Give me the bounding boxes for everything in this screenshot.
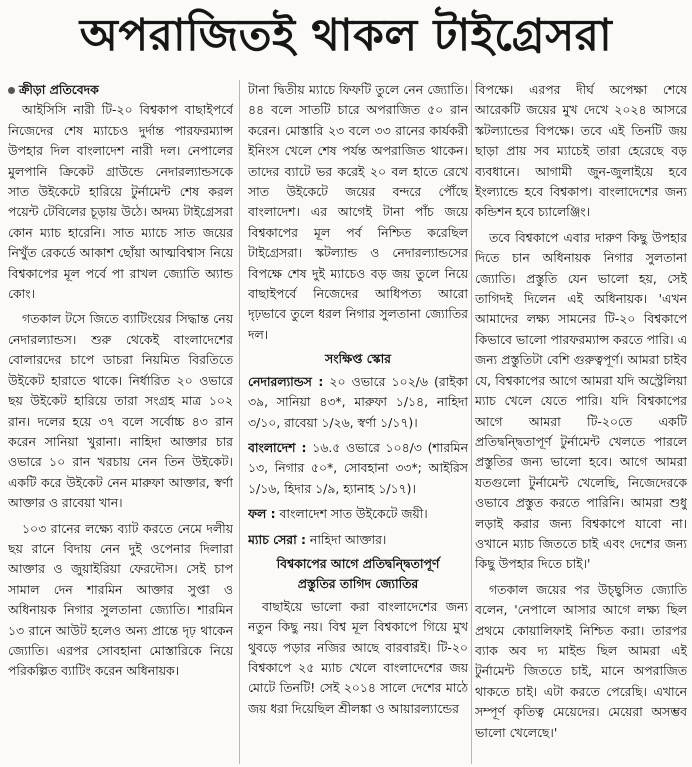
- article-column-3: [475, 80, 687, 764]
- result-value: বাংলাদেশ সাত উইকেটে জয়ী।: [279, 506, 428, 522]
- paragraph: গতকাল টসে জিতে ব্যাটিংয়ের সিদ্ধান্ত নেয় নেদারল্যান্ডস। শুরু থেকেই বাংলাদেশের বোলারদের চাপে ডাচরা নিয়মিত বিরতিতে উইকেট হারাতে থাকে। নির্ধারিত ২০ ওভারে ছয় উইকেট হারিয়ে তারা সংগ্রহ মাত্র ১০২ রান। দলের হয়ে ৩৭ বলে সর্বোচ্চ ৪৩ রান করেন সানিয়া খুরানা। নাহিদা আক্তার চার ওভারে ১০ রান খরচায় নেন তিন উইকেট। একটি করে উইকেট নেন মারুফা আক্তার, স্বর্ণা আক্তার ও রাবেয়া খান।: [8, 311, 233, 511]
- score-value: ২০ ওভারে ১০২/৬ (রাইকা ৩৯, সানিয়া ৪৩*, মারুফা ১/১৪, নাহিদা ৩/১০, রাবেয়া ১/২৬, স্বর্ণা ১/১৭)।: [248, 373, 468, 430]
- pom-value: নাহিদা আক্তার।: [309, 531, 387, 547]
- article-column-1: [8, 80, 233, 764]
- paragraph: গতকাল জয়ের পর উচ্ছ্বসিত জ্যোতি বলেন, 'নেপালে আসার আগে লক্ষ্য ছিল প্রথমে কোয়ালিফাই নিশ্চিত করা। তারপর ব্যাক অব দ্য মাইন্ড ছিল আমরা এই টুর্নামেন্ট জিততে চাই, মানে অপরাজিত থাকতে চাই। এটা করতে পেরেছি। এখানে সম্পূর্ণ কৃতিত্ব মেয়েদের। মেয়েরা অসম্ভব ভালো খেলেছে।': [475, 581, 687, 740]
- paragraph: তবে বিশ্বকাপে এবার দারুণ কিছু উপহার দিতে চান অধিনায়ক নিগার সুলতানা জ্যোতি। প্রস্তুতি যেন ভালো হয়, সেই তাগিদই দিলেন এই অধিনায়ক। 'এখন আমাদের লক্ষ্য সামনের টি-২০ বিশ্বকাপে কিভাবে ভালো পারফরম্যান্স করতে পারি। এ জন্য প্রস্তুতিটা বেশি গুরুত্বপূর্ণ। আমরা চাইব যে, বিশ্বকাপের আগে আমরা যদি অস্ট্রেলিয়া ম্যাচ খেলে যেতে পারি। যদি বিশ্বকাপের আগে আমরা টি-২০তে একটি প্রতিদ্বন্দ্বিতাপূর্ণ টুর্নামেন্ট খেলতে পারলে প্রস্তুতির জন্য ভালো হবে। আগে আমরা যতগুলো টুর্নামেন্ট খেলেছি, নিজেদেরকে ওভাবে প্রস্তুত করতে পারিনি। আমরা শুধু লড়াই করার জন্য বিশ্বকাপে যাবো না। ওখানে ম্যাচ জিততে চাই এবং দেশের জন্য কিছু উপহার দিতে চাই।': [475, 229, 687, 572]
- player-of-match: [248, 530, 468, 550]
- paragraph: আইসিসি নারী টি-২০ বিশ্বকাপ বাছাইপর্বে নিজেদের শেষ ম্যাচেও দুর্দান্ত পারফরম্যান্স উপহার দিল বাংলাদেশ নারী দল। নেপালের মুলপানি ক্রিকেট গ্রাউন্ডে নেদারল্যান্ডসকে সাত উইকেটে হারিয়ে টুর্নামেন্ট শেষ করল পয়েন্ট টেবিলের চূড়ায় উঠে। অদম্য টাইগ্রেসরা কোন ম্যাচ হারেনি। সাত ম্যাচে সাত জয়ের নিখুঁত রেকর্ডে আকাশ ছোঁয়া আত্মবিশ্বাস নিয়ে বিশ্বকাপের মূল পর্বে পা রাখল জ্যোতি অ্যান্ড কোং।: [8, 102, 233, 302]
- column-divider: [471, 80, 472, 764]
- score-netherlands: [248, 372, 468, 433]
- headline: অপরাজিতই থাকল টাইগ্রেসরা: [79, 10, 613, 61]
- byline: [8, 80, 233, 100]
- paragraph: বিপক্ষে। এরপর দীর্ঘ অপেক্ষা শেষে আরেকটি জয়ের মুখ দেখে ২০২৪ আসরে স্কটল্যান্ডের বিপক্ষে। তবে এই তিনটি জয় ছাড়া প্রায় সব ম্যাচেই তারা হেরেছে বড় ব্যবধানে। আগামী জুন-জুলাইয়ে হবে ইংল্যান্ডে হবে বিশ্বকাপ। বাংলাদেশের জন্য কন্ডিশন হবে চ্যালেঞ্জিং।: [475, 82, 687, 220]
- paragraph: বাছাইয়ে ভালো করা বাংলাদেশের জন্য নতুন কিছু নয়। বিশ্ব মূল বিশ্বকাপে গিয়ে মুখ থুবড়ে পড়ার নজির আছে বারবারই। টি-২০ বিশ্বকাপে ২৫ ম্যাচ খেলে বাংলাদেশের জয় মোটে তিনটি! সেই ২০১৪ সালে দেশের মাঠে জয় ধরা দিয়েছিল শ্রীলঙ্কা ও আয়ারল্যান্ডের: [248, 598, 468, 716]
- score-label: বাংলাদেশ :: [248, 439, 307, 455]
- pom-label: ম্যাচ সেরা :: [248, 531, 306, 547]
- column-divider: [239, 80, 240, 764]
- result-label: ফল :: [248, 506, 276, 522]
- score-value: ১৬.৫ ওভারে ১০৪/৩ (শারমিন ১৩, নিগার ৫০*, সোবহানা ৩৩*; আইরিস ১/১৬, হিদার ১/৯, হ্যানাহ ১/১৭)।: [248, 439, 468, 496]
- sub-heading: প্রস্তুতির তাগিদ জ্যোতির: [297, 576, 419, 592]
- byline-text: ক্রীড়া প্রতিবেদক: [19, 82, 99, 97]
- paragraph: টানা দ্বিতীয় ম্যাচে ফিফটি তুলে নেন জ্যোতি। ৪৪ বলে সাতটি চারে অপরাজিত ৫০ রান করেন। মোস্তারি ২৩ বলে ৩৩ রানের কার্যকরী ইনিংস খেলে শেষ পর্যন্ত অপরাজিত থাকেন। তাদের ব্যাটে ভর করেই ২০ বল হাতে রেখে সাত উইকেটে জয়ের বন্দরে পৌঁছে বাংলাদেশ। এর আগেই টানা পাঁচ জয়ে বিশ্বকাপের মূল পর্ব নিশ্চিত করেছিল টাইগ্রেসরা। স্কটল্যান্ড ও নেদারল্যান্ডসের বিপক্ষে শেষ দুই ম্যাচেও বড় জয় তুলে নিয়ে বাছাইপর্বে নিজেদের আধিপত্য আরো দৃঢ়ভাবে তুলে ধরল নিগার সুলতানা জ্যোতির দল।: [248, 82, 468, 342]
- sub-heading: বিশ্বকাপের আগে প্রতিদ্বন্দ্বিতাপূর্ণ: [276, 555, 440, 571]
- paragraph: ১০৩ রানের লক্ষ্যে ব্যাট করতে নেমে দলীয় ছয় রানে বিদায় নেন দুই ওপেনার দিলারা আক্তার ও জুয়াইরিয়া ফেরদৌস। সেই চাপ সামাল দেন শারমিন আক্তার সুপ্তা ও অধিনায়ক নিগার সুলতানা জ্যোতি। শারমিন ১৩ রানে আউট হলেও অন্য প্রান্তে দৃঢ় থাকেন জ্যোতি। এরপর সোবহানা মোস্তারিকে নিয়ে পরিকল্পিত ব্যাটিং করেন অধিনায়ক।: [8, 520, 233, 679]
- score-bangladesh: [248, 438, 468, 499]
- bullet-icon: [8, 87, 15, 94]
- score-label: নেদারল্যান্ডস :: [248, 373, 324, 389]
- result: [248, 504, 468, 524]
- article-column-2: [248, 80, 468, 764]
- score-heading: সংক্ষিপ্ত স্কোর: [325, 351, 391, 367]
